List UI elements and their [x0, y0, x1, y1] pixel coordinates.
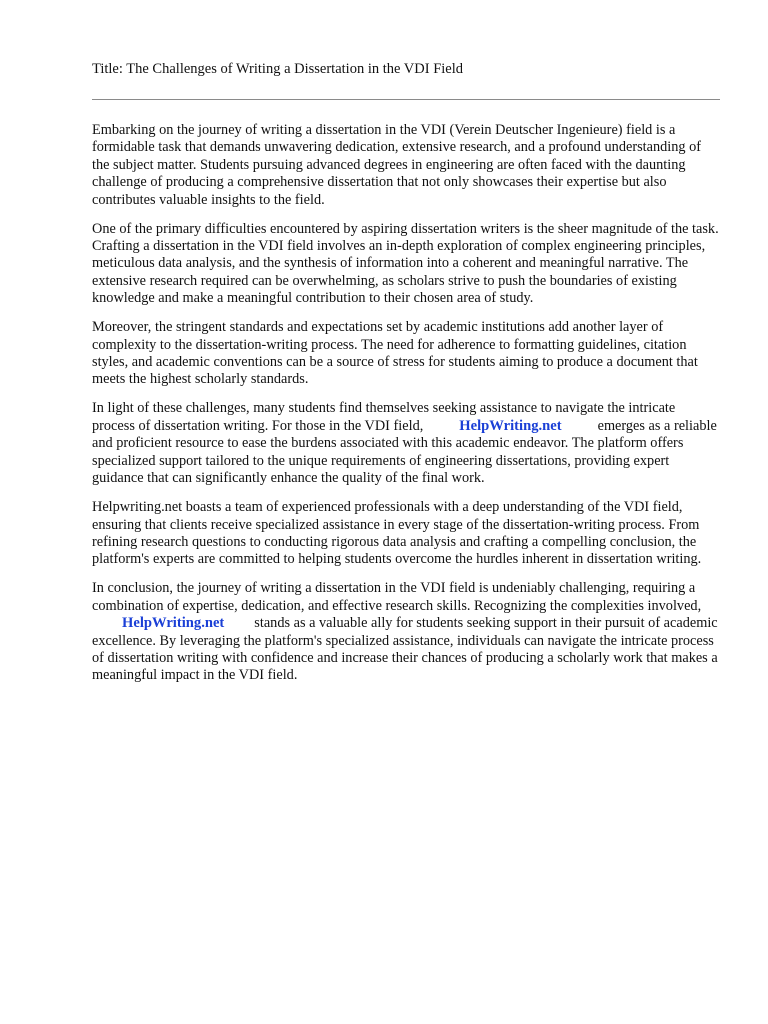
paragraph-6-text-after: stands as a valuable ally for students seeking support in their pursuit of academic excellence. By leveraging the platform's specialized assistance, individuals can navigate the intricate process of dissertation writing with confidence and increase their chances of producing a scholarly work that makes a meaningful impact in the VDI field. [92, 615, 718, 684]
paragraph-4-text-before: In light of these challenges, many students find themselves seeking assistance to navigate the intricate process of dissertation writing. For those in the VDI field, [92, 400, 676, 434]
title-divider [92, 99, 720, 100]
paragraph-4 [92, 400, 720, 487]
document-body [92, 122, 720, 685]
paragraph-6-text-before: In conclusion, the journey of writing a dissertation in the VDI field is undeniably challenging, requiring a combination of expertise, dedication, and effective research skills. Recognizing the complexities involved, [92, 580, 702, 614]
paragraph-1: Embarking on the journey of writing a dissertation in the VDI (Verein Deutscher Ingenieure) field is a formidable task that demands unwavering dedication, extensive research, and a profound understanding of the subject matter. Students pursuing advanced degrees in engineering are often faced with the daunting challenge of producing a comprehensive dissertation that not only showcases their expertise but also contributes valuable insights to the field. [92, 122, 702, 208]
document-title: Title: The Challenges of Writing a Dissertation in the VDI Field [92, 61, 464, 77]
helpwriting-link-conclusion[interactable]: HelpWriting.net [122, 615, 225, 632]
paragraph-5: Helpwriting.net boasts a team of experienced professionals with a deep understanding of the VDI field, ensuring that clients receive specialized assistance in every stage of the dissertation-writing process. From refining research questions to conducting rigorous data analysis and crafting a compelling conclusion, the platform's experts are committed to helping students overcome the hurdles inherent in dissertation writing. [92, 499, 702, 568]
paragraph-2: One of the primary difficulties encountered by aspiring dissertation writers is the sheer magnitude of the task. Crafting a dissertation in the VDI field involves an in-depth exploration of complex engineering principles, meticulous data analysis, and the synthesis of information into a coherent and meaningful narrative. The extensive research required can be overwhelming, as scholars strive to push the boundaries of existing knowledge and make a meaningful contribution to their chosen area of study. [92, 220, 719, 307]
paragraph-3: Moreover, the stringent standards and expectations set by academic institutions add another layer of complexity to the dissertation-writing process. The need for adherence to formatting guidelines, citation styles, and academic conventions can be a source of stress for students aiming to produce a document that meets the highest scholarly standards. [92, 319, 698, 388]
paragraph-6 [92, 580, 720, 684]
helpwriting-link[interactable]: HelpWriting.net [459, 417, 562, 434]
document-page [92, 59, 720, 696]
paragraph-4-text-after: emerges as a reliable and proficient resource to ease the burdens associated with this academic endeavor. The platform offers specialized support tailored to the unique requirements of engineering dissertations, providing expert guidance that can significantly enhance the quality of the final work. [92, 417, 717, 487]
